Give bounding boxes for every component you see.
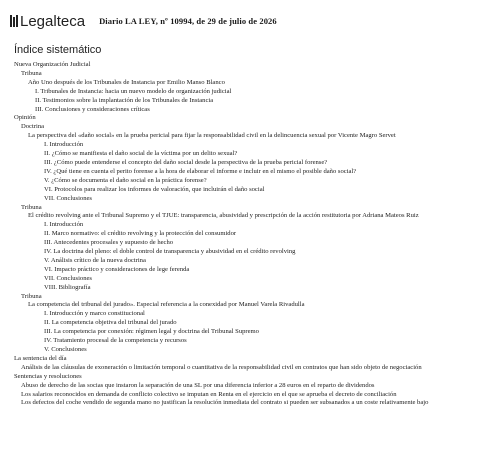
toc-entry[interactable]: VIII. Bibliografía (44, 283, 91, 291)
diario-title: Diario LA LEY, nº 10994, de 29 de julio de 2026 (99, 16, 277, 26)
toc-entry[interactable]: VI. Protocolos para realizar los informes de valoración, que incluirán el daño social (44, 185, 265, 193)
toc-entry: Nueva Organización Judicial (14, 61, 91, 68)
toc-entry: Doctrina (21, 123, 45, 131)
toc-entry[interactable]: V. Análisis crítico de la nueva doctrina (44, 256, 146, 264)
section-title: Índice sistemático (14, 44, 102, 56)
logo-mark-icon (10, 15, 18, 27)
toc-entry: La sentencia del día (14, 354, 67, 362)
toc-entry[interactable]: III. ¿Cómo puede entenderse el concepto del daño social desde la perspectiva de la prueba pericial forense? (44, 158, 328, 166)
toc-entry[interactable]: IV. ¿Qué tiene en cuenta el perito forense a la hora de elaborar el informe e incluir en el mismo el posible daño social? (44, 167, 357, 175)
toc-entry[interactable]: VI. Impacto práctico y consideraciones de lege ferenda (44, 265, 190, 273)
toc-entry: Tribuna (21, 69, 42, 77)
toc-entry[interactable]: VII. Conclusiones (44, 274, 92, 282)
toc-entry[interactable]: I. Introducción (44, 141, 84, 149)
toc-entry: Los defectos del coche vendido de segunda mano no justifican la resolución inmediata del contrato si pueden ser subsanados a un coste relativamente bajo (21, 399, 429, 407)
legalteca-logo[interactable] (10, 13, 85, 30)
toc-entry[interactable]: VII. Conclusiones (44, 194, 92, 202)
toc-entry: Los salarios reconocidos en demanda de conflicto colectivo se imputan en Renta en el ejercicio en el que se aprueba el decreto de conciliación (21, 390, 397, 398)
brand-name: Legalteca (20, 12, 86, 30)
toc-entry[interactable]: I. Introducción y marco constitucional (44, 310, 145, 318)
toc-entry: Opinión (14, 114, 36, 122)
toc-entry[interactable]: I. Introducción (44, 221, 84, 229)
toc-entry: Tribuna (21, 292, 42, 300)
toc-entry[interactable]: IV. La doctrina del pleno: el doble control de transparencia y abusividad en el crédito revolving (44, 248, 296, 256)
toc-entry[interactable]: III. Antecedentes procesales y supuesto de hecho (44, 239, 174, 247)
toc-entry[interactable]: II. Marco normativo: el crédito revolving y la protección del consumidor (44, 230, 237, 238)
toc-entry: Tribuna (21, 203, 42, 211)
toc-entry[interactable]: III. Conclusiones y consideraciones críticas (35, 105, 150, 113)
toc-entry[interactable]: La perspectiva del «daño social» en la prueba pericial para fijar la responsabilidad civil en la delincuencia sexual por Vicente Magro Servet (28, 132, 396, 140)
header (10, 10, 277, 32)
table-of-contents (14, 61, 476, 408)
toc-entry[interactable]: III. La competencia por conexión: régimen legal y doctrina del Tribunal Supremo (44, 328, 259, 336)
toc-entry: Abuso de derecho de las socias que instaron la separación de una SL por una diferencia inferior a 28 euros en el reparto de dividendos (21, 381, 375, 389)
toc-entry[interactable]: El crédito revolving ante el Tribunal Supremo y el TJUE: transparencia, abusividad y prescripción de la acción restitutoria por Adriana Mateos Ruiz (28, 212, 419, 220)
toc-entry[interactable]: I. Tribunales de Instancia: hacia un nuevo modelo de organización judicial (35, 87, 232, 95)
toc-entry[interactable]: V. Conclusiones (44, 346, 87, 353)
toc-entry: Análisis de las cláusulas de exoneración o limitación temporal o cuantitativa de la responsabilidad civil en contratos que han sido objeto de negociación (21, 363, 422, 371)
toc-entry[interactable]: La competencia del tribunal del jurado». Especial referencia a la conexidad por Manuel Varela Rivadulla (28, 301, 305, 309)
toc-entry[interactable]: IV. Tratamiento procesal de la competencia y recursos (44, 337, 187, 345)
toc-entry: Sentencias y resoluciones (14, 372, 82, 380)
toc-entry[interactable]: II. Testimonios sobre la implantación de los Tribunales de Instancia (35, 96, 214, 104)
toc-entry[interactable]: II. La competencia objetiva del tribunal del jurado (44, 319, 177, 327)
toc-entry[interactable]: II. ¿Cómo se manifiesta el daño social de la víctima por un delito sexual? (44, 150, 238, 158)
toc-entry[interactable]: V. ¿Cómo se documenta el daño social en la práctica forense? (44, 176, 207, 184)
toc-entry[interactable]: Año Uno después de los Tribunales de Instancia por Emilio Manso Blanco (28, 78, 225, 86)
